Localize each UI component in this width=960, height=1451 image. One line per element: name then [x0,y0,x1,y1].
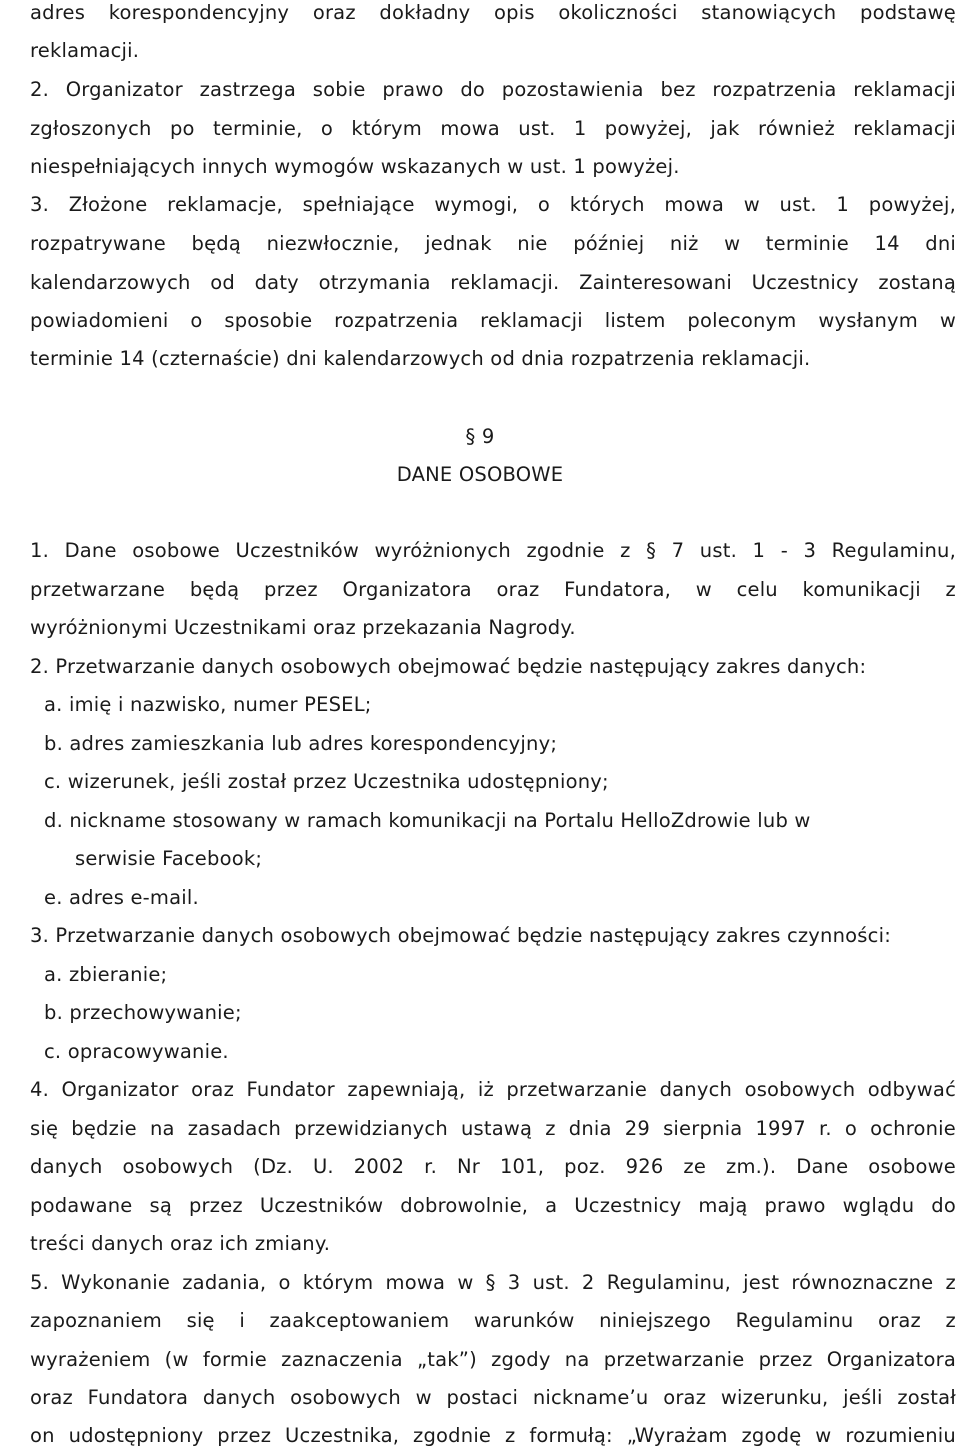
list-item: d. nickname stosowany w ramach komunikacji na Portalu HelloZdrowie lub w [44,809,811,832]
section-number: § 9 [465,425,495,448]
text-line: adres korespondencyjny oraz dokładny opis okoliczności stanowiących podstawę [30,1,956,24]
text-line: oraz Fundatora danych osobowych w postaci nickname’u oraz wizerunku, jeśli został [30,1386,956,1409]
list-item-continuation: serwisie Facebook; [75,847,263,870]
text-line: niespełniających innych wymogów wskazanych w ust. 1 powyżej. [30,155,680,178]
text-line: on udostępniony przez Uczestnika, zgodnie z formułą: „Wyrażam zgodę w rozumieniu [30,1424,956,1447]
text-line: kalendarzowych od daty otrzymania reklamacji. Zainteresowani Uczestnicy zostaną [30,271,956,294]
list-item: a. zbieranie; [44,963,168,986]
list-item: b. adres zamieszkania lub adres korespondencyjny; [44,732,558,755]
list-item: e. adres e-mail. [44,886,199,909]
text-line: reklamacji. [30,39,140,62]
text-line: 2. Organizator zastrzega sobie prawo do pozostawienia bez rozpatrzenia reklamacji [30,78,956,101]
text-line: 5. Wykonanie zadania, o którym mowa w § 3 ust. 2 Regulaminu, jest równoznaczne z [30,1271,956,1294]
text-line: 2. Przetwarzanie danych osobowych obejmować będzie następujący zakres danych: [30,655,867,678]
list-item: a. imię i nazwisko, numer PESEL; [44,693,372,716]
text-line: 4. Organizator oraz Fundator zapewniają, iż przetwarzanie danych osobowych odbywać [30,1078,956,1101]
list-item: b. przechowywanie; [44,1001,242,1024]
text-line: przetwarzane będą przez Organizatora oraz Fundatora, w celu komunikacji z [30,578,956,601]
text-line: danych osobowych (Dz. U. 2002 r. Nr 101, poz. 926 ze zm.). Dane osobowe [30,1155,956,1178]
list-item: c. wizerunek, jeśli został przez Uczestnika udostępniony; [44,770,609,793]
text-line: rozpatrywane będą niezwłocznie, jednak nie później niż w terminie 14 dni [30,232,956,255]
text-line: powiadomieni o sposobie rozpatrzenia reklamacji listem poleconym wysłanym w [30,309,956,332]
text-line: treści danych oraz ich zmiany. [30,1232,331,1255]
text-line: 1. Dane osobowe Uczestników wyróżnionych zgodnie z § 7 ust. 1 - 3 Regulaminu, [30,539,956,562]
text-line: się będzie na zasadach przewidzianych ustawą z dnia 29 sierpnia 1997 r. o ochronie [30,1117,956,1140]
text-line: terminie 14 (czternaście) dni kalendarzowych od dnia rozpatrzenia reklamacji. [30,347,811,370]
text-line: podawane są przez Uczestników dobrowolnie, a Uczestnicy mają prawo wglądu do [30,1194,956,1217]
text-line: zgłoszonych po terminie, o którym mowa ust. 1 powyżej, jak również reklamacji [30,117,956,140]
section-title: DANE OSOBOWE [396,463,564,486]
list-item: c. opracowywanie. [44,1040,229,1063]
text-line: 3. Złożone reklamacje, spełniające wymogi, o których mowa w ust. 1 powyżej, [30,193,956,216]
text-line: wyróżnionymi Uczestnikami oraz przekazania Nagrody. [30,616,576,639]
text-line: zapoznaniem się i zaakceptowaniem warunków niniejszego Regulaminu oraz z [30,1309,956,1332]
text-line: wyrażeniem (w formie zaznaczenia „tak”) zgody na przetwarzanie przez Organizatora [30,1348,956,1371]
text-line: 3. Przetwarzanie danych osobowych obejmować będzie następujący zakres czynności: [30,924,891,947]
